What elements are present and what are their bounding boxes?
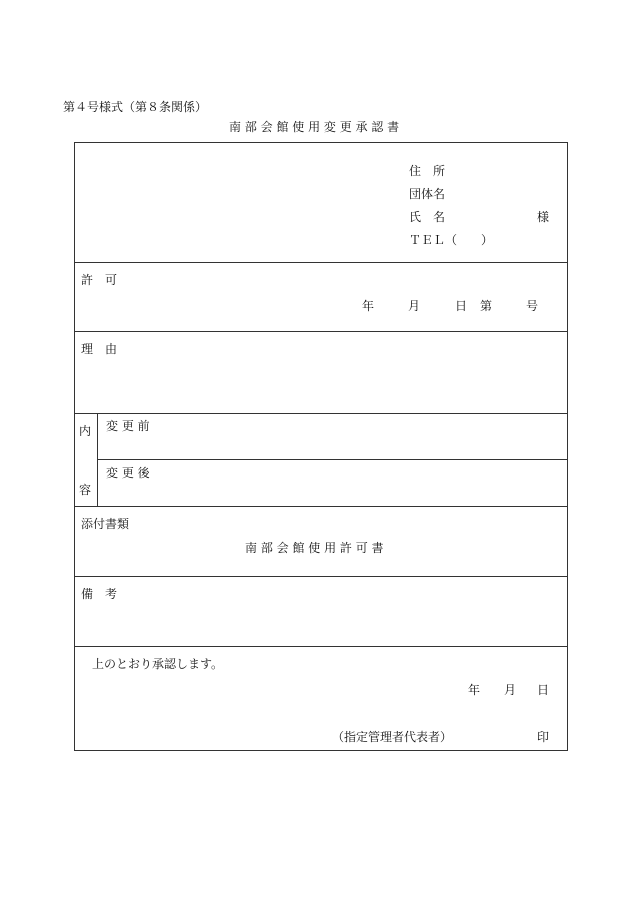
permit-label: 許 可 — [81, 273, 118, 287]
divider-content-inner — [98, 459, 567, 460]
divider-content-label — [97, 413, 98, 506]
remarks-label: 備 考 — [81, 587, 118, 601]
permit-year-label: 年 — [362, 299, 375, 313]
approval-day-label: 日 — [537, 683, 550, 697]
attached-document-name: 南 部 会 館 使 用 許 可 書 — [245, 541, 384, 555]
permit-number-suffix: 号 — [526, 299, 539, 313]
divider-reason — [74, 413, 567, 414]
permit-day-label: 日 — [455, 299, 468, 313]
name-label: 氏 名 — [409, 210, 446, 224]
before-change-label: 変 更 前 — [106, 419, 150, 433]
seal-mark: 印 — [537, 730, 550, 744]
attachments-label: 添付書類 — [81, 517, 130, 531]
divider-attachments — [74, 576, 567, 577]
telephone-label: ＴＥＬ（ ） — [409, 233, 494, 247]
document-title: 南 部 会 館 使 用 変 更 承 認 書 — [229, 120, 400, 134]
content-label-bottom: 容 — [79, 483, 92, 497]
group-name-label: 団体名 — [409, 187, 446, 201]
reason-label: 理 由 — [81, 342, 118, 356]
permit-month-label: 月 — [408, 299, 421, 313]
form-number-label: 第４号様式（第８条関係） — [63, 100, 208, 114]
address-label: 住 所 — [409, 164, 446, 178]
after-change-label: 変 更 後 — [106, 466, 150, 480]
approval-statement: 上のとおり承認します。 — [92, 657, 224, 671]
divider-applicant — [74, 262, 567, 263]
honorific-label: 様 — [537, 210, 550, 224]
divider-remarks — [74, 646, 567, 647]
divider-permit — [74, 331, 567, 332]
approval-year-label: 年 — [468, 683, 481, 697]
approval-month-label: 月 — [504, 683, 517, 697]
content-label-top: 内 — [79, 424, 92, 438]
signer-label: （指定管理者代表者） — [332, 730, 453, 744]
divider-content — [74, 506, 567, 507]
permit-number-prefix: 第 — [480, 299, 493, 313]
